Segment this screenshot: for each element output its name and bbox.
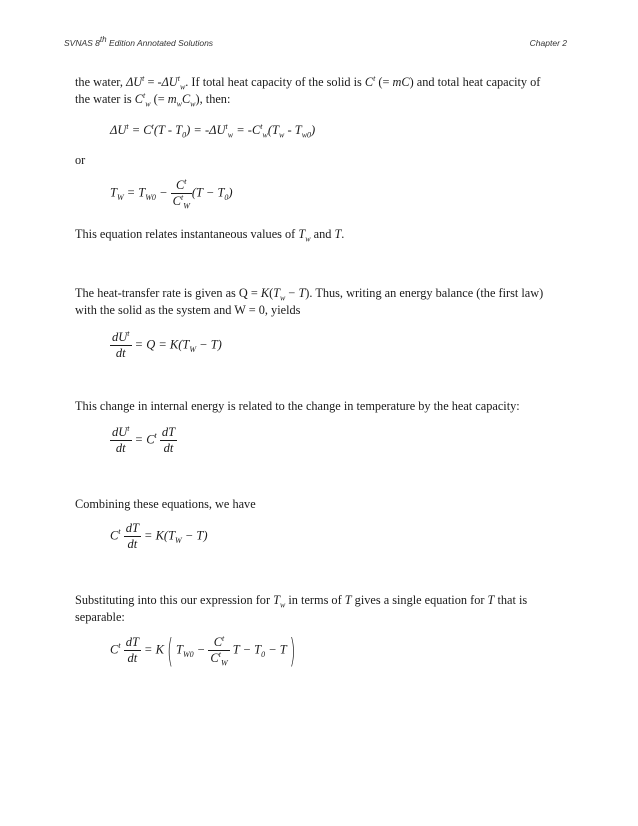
paragraph-heat-transfer: The heat-transfer rate is given as $Q = K(T_w - T)$. Thus, writing an energy balance (the first law) with the solid as the system and W = 0, yields (75, 286, 544, 317)
running-header-right: Chapter 2 (529, 38, 567, 48)
paragraph-internal-energy: This change in internal energy is related to the change in temperature by the heat capacity: (75, 399, 520, 413)
equation-energy-balance: $\frac{dU^t}{dt}$ = $Q = K(T_W - T)$ (112, 328, 222, 360)
equation-separable: $C^t$ $\frac{dT}{dt}$ = K ( $T_{W0}$ − $\frac{C^t}{C^t_W}$ $T - T_0 - T$ ) (110, 630, 296, 671)
running-header-left: SVNAS 8th Edition Annotated Solutions (64, 35, 214, 48)
paragraph-combining: Combining these equations, we have (75, 497, 256, 511)
paragraph-relates: This equation relates instantaneous values of $T_w$ and T. (75, 227, 345, 244)
paragraph-substituting: Substituting into this our expression for $T_w$ in terms of T gives a single equation for T that is separable: (75, 593, 528, 624)
equation-energy-exchange: $\Delta U^t = C^t(T - T_0) = -\Delta U^t_w = -C^t_w(T_w - T_{w0})$ (110, 121, 316, 140)
paragraph-intro: the water, $\Delta U^t = -\Delta U^t_w$. If total heat capacity of the solid is $C^t$ (= mC) and total heat capacity of the water is $C^t_w$ (= $m_wC_w$), then: (75, 73, 541, 109)
word-or: or (75, 153, 86, 167)
equation-water-temperature: $T_W = T_{W0}$ − $\frac{C^t}{C^t_W}$ $(T - T_0)$ (110, 176, 233, 211)
equation-heat-capacity: $\frac{dU^t}{dt}$ = $C^t$ $\frac{dT}{dt}$ (112, 423, 176, 455)
equation-combined: $C^t$ $\frac{dT}{dt}$ = $K(T_W - T)$ (110, 521, 208, 551)
